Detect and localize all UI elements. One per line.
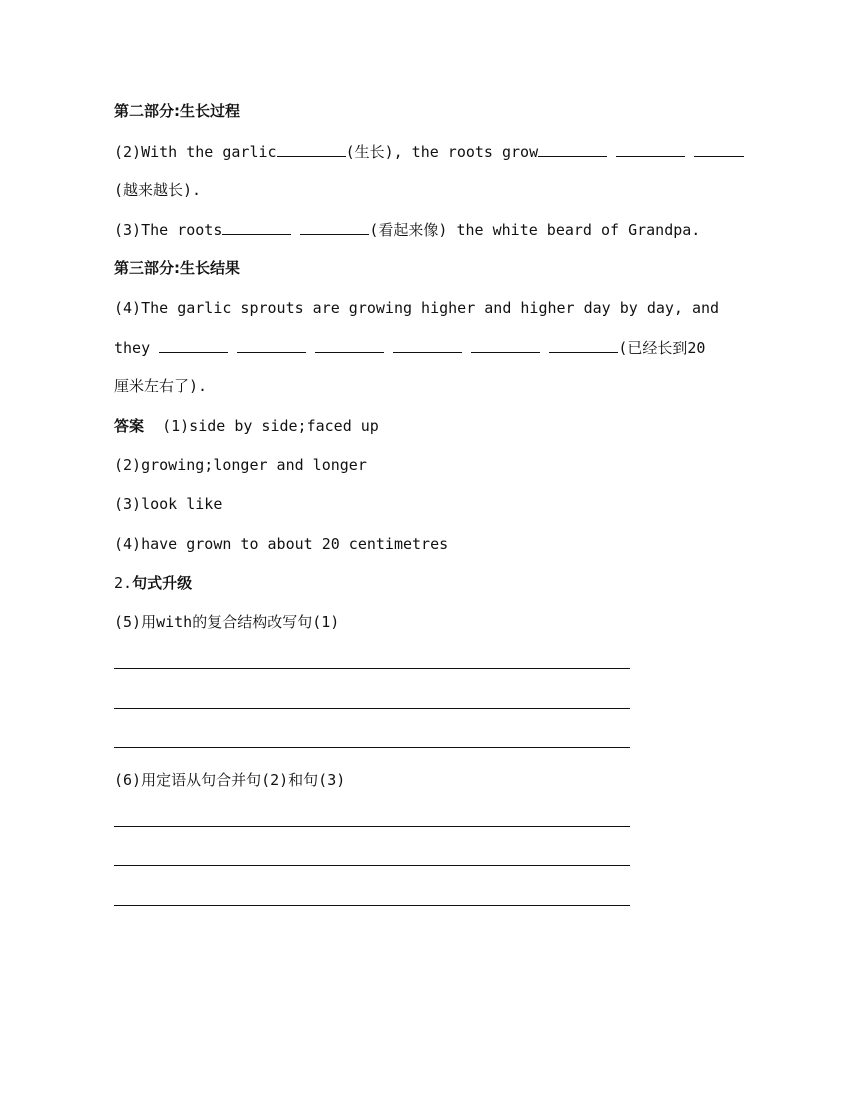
answer-line[interactable] [114, 826, 630, 827]
q3-text-a: (3)The roots [114, 221, 223, 239]
answer-item: (2)growing;longer and longer [114, 456, 367, 474]
answer-line[interactable] [114, 747, 630, 748]
answer-line[interactable] [114, 865, 630, 866]
answer-label: 答案 [114, 417, 145, 435]
blank[interactable] [222, 219, 291, 235]
section-number: 2. [114, 574, 133, 592]
question-4-line3: 厘米左右了). [114, 377, 208, 395]
question-6: (6)用定语从句合并句(2)和句(3) [114, 771, 346, 789]
question-2-line2: (越来越长). [114, 181, 202, 199]
part3-heading: 第三部分:生长结果 [114, 259, 240, 277]
q3-text-b: (看起来像) the white beard of Grandpa. [369, 221, 701, 239]
q4-text-c: (已经长到20 [618, 339, 706, 357]
part2-heading: 第二部分:生长过程 [114, 102, 240, 120]
blank[interactable] [237, 337, 306, 353]
question-5: (5)用with的复合结构改写句(1) [114, 613, 340, 631]
answer-line[interactable] [114, 905, 630, 906]
question-4-line2 [114, 337, 705, 358]
answer-line[interactable] [114, 708, 630, 709]
blank[interactable] [616, 141, 685, 157]
question-2-line1 [114, 141, 744, 162]
blank[interactable] [471, 337, 540, 353]
blank[interactable] [549, 337, 618, 353]
question-3 [114, 219, 700, 240]
blank[interactable] [300, 219, 369, 235]
answers-line1 [114, 416, 379, 436]
answer-item: (3)look like [114, 495, 223, 513]
section2-heading [114, 573, 192, 593]
blank[interactable] [393, 337, 462, 353]
question-4-line1: (4)The garlic sprouts are growing higher and higher day by day, and [114, 299, 720, 317]
blank[interactable] [277, 141, 346, 157]
blank[interactable] [694, 141, 744, 157]
section-title: 句式升级 [132, 574, 193, 592]
blank[interactable] [538, 141, 607, 157]
blank[interactable] [315, 337, 384, 353]
answer-item: (4)have grown to about 20 centimetres [114, 535, 449, 553]
blank[interactable] [159, 337, 228, 353]
q2-text-b: (生长), the roots grow [345, 143, 539, 161]
q2-text-a: (2)With the garlic [114, 143, 277, 161]
answer-line[interactable] [114, 668, 630, 669]
answer-item: (1)side by side;faced up [162, 417, 379, 435]
q4-text-b: they [114, 339, 151, 357]
